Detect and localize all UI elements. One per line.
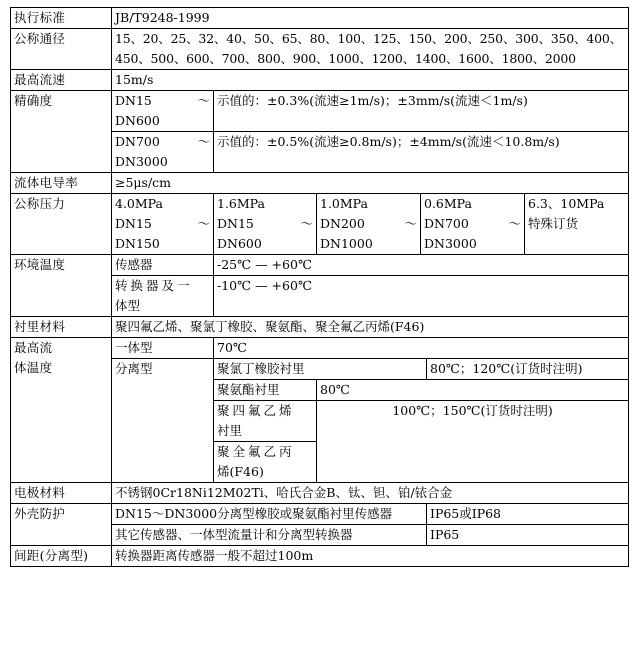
accuracy-range-2	[112, 132, 214, 173]
pressure-col-1	[112, 194, 214, 255]
fluid-temp-lining-d-label	[214, 442, 317, 483]
fluid-temp-label-line2: 体温度	[14, 360, 53, 375]
diameter-label: 公称通径	[11, 29, 112, 70]
lining-label: 衬里材料	[11, 317, 112, 338]
accuracy-value-2: 示值的：±0.5%(流速≥0.8m/s)；±4mm/s(流速＜10.8m/s)	[214, 132, 629, 173]
env-temp-converter-label-line2: 体型	[115, 298, 141, 313]
row-conductivity	[11, 173, 629, 194]
max-velocity-value: 15m/s	[112, 70, 629, 91]
accuracy-label: 精确度	[11, 91, 112, 173]
housing-label: 外壳防护	[11, 504, 112, 546]
fluid-temp-lining-a-label: 聚氯丁橡胶衬里	[214, 359, 427, 380]
fluid-temp-label-line1: 最高流	[14, 340, 53, 355]
pressure-col-5	[525, 194, 629, 255]
lining-value: 聚四氟乙烯、聚氯丁橡胶、聚氨酯、聚全氟乙丙烯(F46)	[112, 317, 629, 338]
fluid-temp-label	[11, 338, 112, 483]
pressure-range-from: DN200	[320, 216, 365, 231]
fluid-temp-lining-c-label	[214, 401, 317, 442]
housing-a-label: DN15～DN3000分离型橡胶或聚氨酯衬里传感器	[112, 504, 427, 525]
pressure-value: 0.6MPa	[424, 196, 472, 211]
accuracy-range-2-to: DN3000	[115, 154, 168, 169]
row-housing-a	[11, 504, 629, 525]
fluid-temp-lining-d-label-line1: 聚全氟乙丙	[217, 444, 295, 459]
pressure-range-from: DN700	[424, 216, 469, 231]
accuracy-range-1	[112, 91, 214, 132]
row-electrode	[11, 483, 629, 504]
env-temp-sensor-value: -25℃ — +60℃	[214, 255, 629, 276]
accuracy-range-2-from: DN700	[115, 134, 160, 149]
pressure-range-tilde: ～	[404, 216, 417, 231]
accuracy-range-2-tilde: ～	[197, 134, 210, 149]
row-standard	[11, 8, 629, 29]
env-temp-sensor-label: 传感器	[112, 255, 214, 276]
conductivity-value: ≥5μs/cm	[112, 173, 629, 194]
fluid-temp-lining-c-label-line2: 衬里	[217, 423, 243, 438]
diameter-line2: 450、500、600、700、800、900、1000、1200、1400、1600、1800、2000	[115, 51, 576, 66]
distance-label: 间距(分离型)	[11, 546, 112, 567]
fluid-temp-integrated-label: 一体型	[112, 338, 214, 359]
pressure-range-to: DN600	[217, 236, 262, 251]
pressure-range-from: DN15	[115, 216, 152, 231]
pressure-value: 4.0MPa	[115, 196, 163, 211]
pressure-range-to: DN150	[115, 236, 160, 251]
standard-value: JB/T9248-1999	[112, 8, 629, 29]
standard-label: 执行标准	[11, 8, 112, 29]
row-accuracy-1	[11, 91, 629, 132]
accuracy-range-1-to: DN600	[115, 113, 160, 128]
row-max-velocity	[11, 70, 629, 91]
spec-table	[10, 7, 629, 567]
pressure-value: 6.3、10MPa	[528, 196, 605, 211]
fluid-temp-separate-label: 分离型	[112, 359, 214, 483]
distance-value: 转换器距离传感器一般不超过100m	[112, 546, 629, 567]
fluid-temp-lining-d-label-line2: 烯(F46)	[217, 464, 264, 479]
fluid-temp-lining-c-label-line1: 聚四氟乙烯	[217, 403, 295, 418]
env-temp-converter-value: -10℃ — +60℃	[214, 276, 629, 317]
fluid-temp-lining-a-value: 80℃；120℃(订货时注明)	[427, 359, 629, 380]
diameter-line1: 15、20、25、32、40、50、65、80、100、125、150、200、250、300、350、400、	[115, 31, 622, 46]
env-temp-converter-label	[112, 276, 214, 317]
pressure-range-to: DN3000	[424, 236, 477, 251]
accuracy-range-1-tilde: ～	[197, 93, 210, 108]
housing-b-label: 其它传感器、一体型流量计和分离型转换器	[112, 525, 427, 546]
pressure-label: 公称压力	[11, 194, 112, 255]
housing-a-value: IP65或IP68	[427, 504, 629, 525]
fluid-temp-lining-b-value: 80℃	[317, 380, 629, 401]
fluid-temp-lining-cd-value: 100℃；150℃(订货时注明)	[317, 401, 629, 483]
pressure-col-3	[317, 194, 421, 255]
electrode-value: 不锈钢0Cr18Ni12M02Ti、哈氏合金B、钛、钽、铂/铱合金	[112, 483, 629, 504]
pressure-range-from: DN15	[217, 216, 254, 231]
accuracy-range-1-from: DN15	[115, 93, 152, 108]
env-temp-label: 环境温度	[11, 255, 112, 317]
row-diameter	[11, 29, 629, 70]
electrode-label: 电极材料	[11, 483, 112, 504]
diameter-value	[112, 29, 629, 70]
max-velocity-label: 最高流速	[11, 70, 112, 91]
housing-b-value: IP65	[427, 525, 629, 546]
env-temp-converter-label-line1: 转换器及一	[115, 278, 193, 293]
pressure-range-tilde: ～	[508, 216, 521, 231]
pressure-range-tilde: ～	[197, 216, 210, 231]
row-env-temp-sensor	[11, 255, 629, 276]
conductivity-label: 流体电导率	[11, 173, 112, 194]
accuracy-value-1: 示值的：±0.3%(流速≥1m/s)；±3mm/s(流速＜1m/s)	[214, 91, 629, 132]
pressure-col-2	[214, 194, 317, 255]
pressure-special-order: 特殊订货	[528, 216, 579, 231]
pressure-col-4	[421, 194, 525, 255]
pressure-range-tilde: ～	[300, 216, 313, 231]
row-pressure	[11, 194, 629, 255]
row-lining	[11, 317, 629, 338]
row-fluid-temp-integrated	[11, 338, 629, 359]
row-distance	[11, 546, 629, 567]
pressure-range-to: DN1000	[320, 236, 373, 251]
fluid-temp-lining-b-label: 聚氨酯衬里	[214, 380, 317, 401]
pressure-value: 1.6MPa	[217, 196, 265, 211]
pressure-value: 1.0MPa	[320, 196, 368, 211]
fluid-temp-integrated-value: 70℃	[214, 338, 629, 359]
